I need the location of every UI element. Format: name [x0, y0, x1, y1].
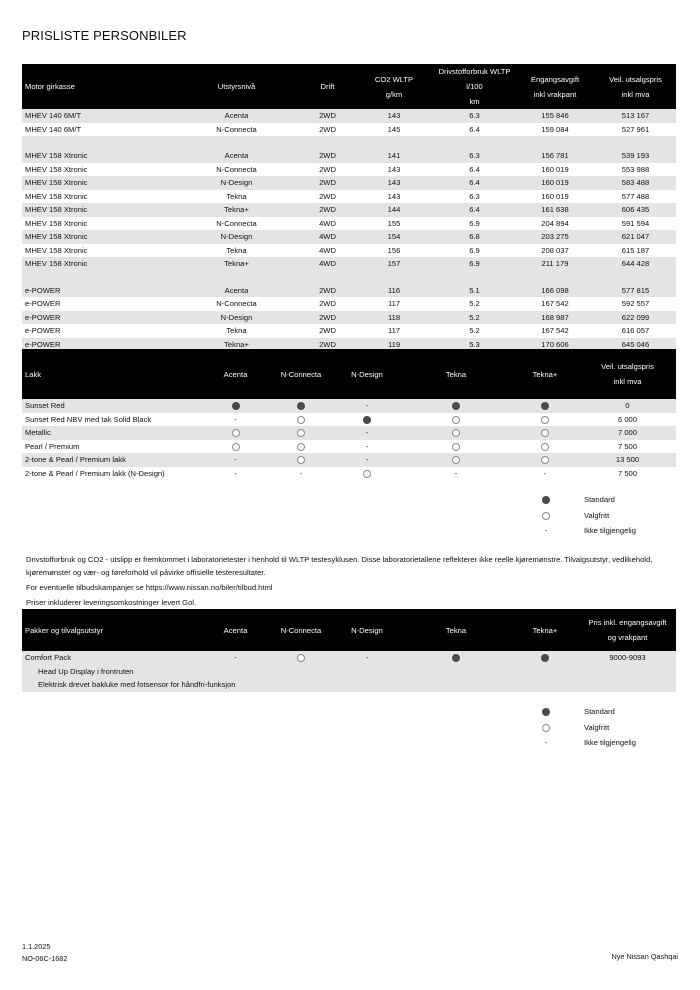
availability-cell: [202, 426, 269, 440]
co2-cell: 119: [354, 338, 434, 352]
availability-cell: [401, 426, 511, 440]
drive-cell: 4WD: [301, 244, 354, 258]
price-cell: 527 961: [595, 123, 676, 137]
co2-cell: 117: [354, 324, 434, 338]
fuel-cell: 5.1: [434, 284, 515, 298]
co2-header-line2: g/km: [385, 89, 403, 99]
fuel-cell: 6.3: [434, 190, 515, 204]
paint-name-cell: 2-tone & Pearl / Premium lakk (N-Design): [22, 467, 202, 481]
paint-col-header-ndesign: N-Design: [333, 349, 401, 399]
table-row: [22, 426, 676, 440]
fee-cell: 156 781: [515, 149, 595, 163]
trim-cell: Tekna: [172, 244, 301, 258]
paint-name-cell: Sunset Red: [22, 399, 202, 413]
fee-cell: 204 894: [515, 217, 595, 231]
fuel-cell: 6.3: [434, 149, 515, 163]
optional-circle-icon: [542, 512, 550, 520]
not-available-dash: -: [365, 653, 369, 663]
paint-col-header-tekna: Tekna: [401, 349, 511, 399]
price-cell: 553 988: [595, 163, 676, 177]
trim-cell: N-Design: [172, 176, 301, 190]
fee-cell: 166 098: [515, 284, 595, 298]
not-available-dash: -: [365, 428, 369, 438]
legend-na: Ikke tilgjengelig: [584, 738, 636, 748]
col-header-model: Motor girkasse: [22, 64, 172, 109]
drive-cell: 2WD: [301, 149, 354, 163]
optional-circle-icon: [541, 443, 549, 451]
table-row: [22, 399, 676, 413]
optional-circle-icon: [297, 654, 305, 662]
model-cell: MHEV 158 Xtronic: [22, 217, 172, 231]
pack-col-header-teknaplus: Tekna+: [511, 609, 579, 651]
drive-cell: 2WD: [301, 109, 354, 123]
fee-cell: 208 037: [515, 244, 595, 258]
table-row: [22, 651, 676, 665]
pack-price-header-line2: og vrakpant: [607, 633, 648, 642]
col-header-price: [595, 64, 676, 109]
availability-cell: [333, 440, 401, 454]
table-row: [22, 149, 676, 163]
legend: [536, 492, 636, 539]
drive-cell: 2WD: [301, 163, 354, 177]
fee-cell: 160 019: [515, 163, 595, 177]
pack-col-header-tekna: Tekna: [401, 609, 511, 651]
pack-table-body: [22, 651, 676, 692]
pack-col-header-acenta: Acenta: [202, 609, 269, 651]
not-available-dash: -: [365, 441, 369, 451]
trim-cell: Acenta: [172, 149, 301, 163]
not-available-dash: -: [234, 468, 237, 478]
price-cell: 606 435: [595, 203, 676, 217]
footer-left: [22, 941, 67, 965]
fuel-cell: 6.4: [434, 176, 515, 190]
model-cell: MHEV 158 Xtronic: [22, 244, 172, 258]
model-cell: MHEV 158 Xtronic: [22, 163, 172, 177]
note-delivery: Priser inkluderer leveringsomkostninger levert Gol.: [26, 598, 197, 607]
fuel-cell: 6.4: [434, 203, 515, 217]
model-cell: MHEV 158 Xtronic: [22, 190, 172, 204]
model-cell: MHEV 158 Xtronic: [22, 257, 172, 271]
co2-header-line1: CO2 WLTP: [374, 74, 414, 84]
trim-cell: N-Design: [172, 311, 301, 325]
fee-cell: 203 275: [515, 230, 595, 244]
availability-cell: [511, 399, 579, 413]
standard-dot-icon: [452, 402, 460, 410]
optional-circle-icon: [363, 470, 371, 478]
fee-cell: 170 606: [515, 338, 595, 352]
trim-cell: Tekna: [172, 190, 301, 204]
availability-cell: [269, 467, 333, 481]
price-cell: 539 193: [595, 149, 676, 163]
paint-col-header-teknaplus: Tekna+: [511, 349, 579, 399]
standard-dot-icon: [452, 654, 460, 662]
drive-cell: 4WD: [301, 257, 354, 271]
fuel-header-line1: Drivstofforbruk WLTP l/100: [438, 67, 511, 91]
not-available-dash: -: [454, 468, 458, 478]
availability-cell: [511, 426, 579, 440]
notes: [26, 553, 686, 611]
col-header-co2: [354, 64, 434, 109]
legend-packs: [536, 704, 636, 751]
pack-col-header-nconnecta: N-Connecta: [269, 609, 333, 651]
availability-cell: [511, 453, 579, 467]
standard-dot-icon: [542, 708, 550, 716]
note-offers: For eventuelle tilbudskampanjer se https://www.nissan.no/biler/tilbud.html: [26, 583, 273, 592]
pack-col-header-ndesign: N-Design: [333, 609, 401, 651]
optional-circle-icon: [452, 416, 460, 424]
fee-cell: 161 638: [515, 203, 595, 217]
col-header-fee: [515, 64, 595, 109]
paint-price-cell: 0: [579, 399, 676, 413]
table-row: [22, 176, 676, 190]
optional-circle-icon: [452, 443, 460, 451]
trim-cell: Tekna+: [172, 338, 301, 352]
model-cell: e-POWER: [22, 338, 172, 352]
trim-cell: N-Connecta: [172, 123, 301, 137]
fuel-cell: 5.2: [434, 324, 515, 338]
co2-cell: 116: [354, 284, 434, 298]
availability-cell: [202, 440, 269, 454]
co2-cell: 145: [354, 123, 434, 137]
price-cell: 513 167: [595, 109, 676, 123]
paint-price-header-line2: inkl mva: [613, 377, 642, 386]
not-available-dash: -: [365, 455, 369, 465]
model-cell: MHEV 158 Xtronic: [22, 149, 172, 163]
note-wltp: Drivstofforbruk og CO2 - utslipp er fremkommet i laboratorietester i henhold til WLTP testesyklusen. Disse laboratorietallene reflekterer ikke reelle kjøremønstre. Tilvalgsutstyr, vedlikehold, kjøremønster og vær- og føreforhold vil påvirke offisielle testeresultater.: [26, 555, 653, 577]
price-cell: 591 594: [595, 217, 676, 231]
paint-price-cell: 13 500: [579, 453, 676, 467]
paint-price-cell: 7 000: [579, 426, 676, 440]
table-row: [22, 190, 676, 204]
pack-sub-item: Elektrisk drevet bakluke med fotsensor for håndfri-funksjon: [22, 678, 676, 692]
fee-cell: 168 987: [515, 311, 595, 325]
table-row: [22, 163, 676, 177]
table-row: [22, 453, 676, 467]
availability-cell: [269, 413, 333, 427]
optional-circle-icon: [232, 443, 240, 451]
table-row: [22, 440, 676, 454]
optional-circle-icon: [232, 429, 240, 437]
table-row: [22, 123, 676, 137]
fuel-cell: 6.9: [434, 257, 515, 271]
model-cell: e-POWER: [22, 324, 172, 338]
paint-table-body: [22, 399, 676, 480]
legend-standard: Standard: [584, 495, 615, 505]
footer-date: 1.1.2025: [22, 942, 51, 951]
paint-name-cell: Sunset Red NBV med tak Solid Black: [22, 413, 202, 427]
footer-code: NO-06C-1682: [22, 954, 68, 963]
not-available-dash: -: [234, 653, 237, 663]
pack-col-header-name: Pakker og tilvalgsutstyr: [22, 609, 202, 651]
drive-cell: 2WD: [301, 311, 354, 325]
optional-circle-icon: [297, 429, 305, 437]
co2-cell: 141: [354, 149, 434, 163]
trim-cell: Tekna: [172, 324, 301, 338]
availability-cell: [511, 467, 579, 481]
availability-cell: [401, 413, 511, 427]
trim-cell: N-Connecta: [172, 297, 301, 311]
not-available-dash: -: [543, 468, 547, 478]
table-row: [22, 257, 676, 271]
paint-col-header-price: [579, 349, 676, 399]
drive-cell: 2WD: [301, 203, 354, 217]
drive-cell: 2WD: [301, 123, 354, 137]
fee-header-line1: Engangsavgift: [530, 74, 580, 84]
paint-price-cell: 7 500: [579, 440, 676, 454]
fuel-cell: 6.9: [434, 244, 515, 258]
co2-cell: 143: [354, 163, 434, 177]
paint-name-cell: 2-tone & Pearl / Premium lakk: [22, 453, 202, 467]
table-row: [22, 413, 676, 427]
availability-cell: [401, 467, 511, 481]
table-row: [22, 297, 676, 311]
fuel-cell: 5.3: [434, 338, 515, 352]
price-header-line2: inkl mva: [621, 89, 650, 99]
price-cell: 622 099: [595, 311, 676, 325]
fuel-cell: 6.8: [434, 230, 515, 244]
trim-cell: Acenta: [172, 109, 301, 123]
table-row: [22, 244, 676, 258]
table-row: [22, 203, 676, 217]
price-cell: 644 428: [595, 257, 676, 271]
co2-cell: 143: [354, 109, 434, 123]
optional-circle-icon: [452, 429, 460, 437]
availability-cell: [202, 399, 269, 413]
paint-price-cell: 7 500: [579, 467, 676, 481]
col-header-drive: Drift: [301, 64, 354, 109]
co2-cell: 143: [354, 176, 434, 190]
group-spacer-row: [22, 136, 676, 149]
availability-cell: [401, 440, 511, 454]
drive-cell: 2WD: [301, 324, 354, 338]
standard-dot-icon: [363, 416, 371, 424]
col-header-fuel: [434, 64, 515, 109]
price-cell: 616 057: [595, 324, 676, 338]
availability-cell: [333, 413, 401, 427]
model-cell: MHEV 158 Xtronic: [22, 230, 172, 244]
paint-name-cell: Metallic: [22, 426, 202, 440]
availability-cell: [269, 651, 333, 665]
paint-col-header-nconnecta: N-Connecta: [269, 349, 333, 399]
fee-cell: 167 542: [515, 297, 595, 311]
optional-circle-icon: [541, 416, 549, 424]
fee-cell: 155 846: [515, 109, 595, 123]
model-cell: MHEV 140 6M/T: [22, 123, 172, 137]
price-table: [22, 64, 676, 351]
dash-symbol: -: [544, 738, 548, 748]
fuel-cell: 5.2: [434, 297, 515, 311]
model-cell: MHEV 158 Xtronic: [22, 203, 172, 217]
availability-cell: [401, 651, 511, 665]
availability-cell: [511, 440, 579, 454]
optional-circle-icon: [297, 443, 305, 451]
dash-symbol: -: [544, 526, 548, 536]
table-row: [22, 230, 676, 244]
price-cell: 645 046: [595, 338, 676, 352]
fuel-cell: 5.2: [434, 311, 515, 325]
not-available-dash: -: [234, 414, 237, 424]
table-row: [22, 217, 676, 231]
availability-cell: [202, 453, 269, 467]
trim-cell: N-Connecta: [172, 163, 301, 177]
group-spacer-row: [22, 271, 676, 284]
availability-cell: [333, 426, 401, 440]
table-row: [22, 467, 676, 481]
fuel-cell: 6.4: [434, 163, 515, 177]
model-cell: e-POWER: [22, 311, 172, 325]
legend-optional: Valgfritt: [584, 510, 610, 520]
model-cell: e-POWER: [22, 297, 172, 311]
price-table-body: [22, 109, 676, 351]
co2-cell: 156: [354, 244, 434, 258]
pack-price-cell: 9000-9093: [579, 651, 676, 665]
table-row: [22, 324, 676, 338]
optional-circle-icon: [541, 429, 549, 437]
fuel-cell: 6.3: [434, 109, 515, 123]
co2-cell: 143: [354, 190, 434, 204]
optional-circle-icon: [541, 456, 549, 464]
price-cell: 615 187: [595, 244, 676, 258]
drive-cell: 2WD: [301, 176, 354, 190]
standard-dot-icon: [232, 402, 240, 410]
drive-cell: 2WD: [301, 297, 354, 311]
pack-table: [22, 609, 676, 692]
model-cell: e-POWER: [22, 284, 172, 298]
pack-sub-item-row: [22, 665, 676, 679]
not-available-dash: -: [234, 455, 237, 465]
table-row: [22, 311, 676, 325]
availability-cell: [202, 651, 269, 665]
paint-col-header-acenta: Acenta: [202, 349, 269, 399]
fuel-cell: 6.9: [434, 217, 515, 231]
availability-cell: [511, 413, 579, 427]
not-available-dash: -: [299, 468, 303, 478]
paint-price-cell: 6 000: [579, 413, 676, 427]
optional-circle-icon: [542, 724, 550, 732]
fee-cell: 159 084: [515, 123, 595, 137]
paint-price-header-line1: Veil. utsalgspris: [601, 362, 654, 371]
co2-cell: 157: [354, 257, 434, 271]
drive-cell: 4WD: [301, 217, 354, 231]
co2-cell: 118: [354, 311, 434, 325]
price-cell: 583 488: [595, 176, 676, 190]
legend-optional: Valgfritt: [584, 722, 610, 732]
legend-na: Ikke tilgjengelig: [584, 526, 636, 536]
availability-cell: [269, 453, 333, 467]
fuel-cell: 6.4: [434, 123, 515, 137]
availability-cell: [269, 399, 333, 413]
availability-cell: [333, 453, 401, 467]
trim-cell: Acenta: [172, 284, 301, 298]
fuel-header-line2: km: [469, 97, 480, 106]
pack-col-header-price: [579, 609, 676, 651]
availability-cell: [511, 651, 579, 665]
availability-cell: [202, 467, 269, 481]
model-cell: MHEV 158 Xtronic: [22, 176, 172, 190]
footer-model-name: Nye Nissan Qashqai: [611, 952, 678, 961]
col-header-trim: Utstyrsnivå: [172, 64, 301, 109]
spacer-cell: [22, 136, 676, 149]
standard-dot-icon: [542, 496, 550, 504]
availability-cell: [202, 413, 269, 427]
availability-cell: [333, 399, 401, 413]
co2-cell: 117: [354, 297, 434, 311]
availability-cell: [269, 440, 333, 454]
trim-cell: Tekna+: [172, 203, 301, 217]
availability-cell: [401, 399, 511, 413]
availability-cell: [333, 651, 401, 665]
price-cell: 577 488: [595, 190, 676, 204]
price-cell: 592 557: [595, 297, 676, 311]
not-available-dash: -: [365, 401, 369, 411]
price-cell: 621 047: [595, 230, 676, 244]
drive-cell: 2WD: [301, 338, 354, 352]
optional-circle-icon: [297, 456, 305, 464]
standard-dot-icon: [297, 402, 305, 410]
fee-cell: 167 542: [515, 324, 595, 338]
drive-cell: 4WD: [301, 230, 354, 244]
fee-header-line2: inkl vrakpant: [533, 89, 577, 99]
co2-cell: 144: [354, 203, 434, 217]
standard-dot-icon: [541, 402, 549, 410]
drive-cell: 2WD: [301, 190, 354, 204]
trim-cell: N-Connecta: [172, 217, 301, 231]
availability-cell: [333, 467, 401, 481]
price-cell: 577 815: [595, 284, 676, 298]
pack-sub-item: Head Up Display i frontruten: [22, 665, 676, 679]
co2-cell: 155: [354, 217, 434, 231]
optional-circle-icon: [297, 416, 305, 424]
standard-dot-icon: [541, 654, 549, 662]
drive-cell: 2WD: [301, 284, 354, 298]
fee-cell: 160 019: [515, 176, 595, 190]
availability-cell: [401, 453, 511, 467]
legend-standard: Standard: [584, 707, 615, 717]
paint-name-cell: Pearl / Premium: [22, 440, 202, 454]
page-title: PRISLISTE PERSONBILER: [22, 28, 187, 43]
price-header-line1: Veil. utsalgspris: [609, 74, 662, 84]
pack-sub-item-row: [22, 678, 676, 692]
availability-cell: [269, 426, 333, 440]
pack-name-cell: Comfort Pack: [22, 651, 202, 665]
table-row: [22, 109, 676, 123]
model-cell: MHEV 140 6M/T: [22, 109, 172, 123]
optional-circle-icon: [452, 456, 460, 464]
trim-cell: N-Design: [172, 230, 301, 244]
paint-col-header-name: Lakk: [22, 349, 202, 399]
trim-cell: Tekna+: [172, 257, 301, 271]
pack-price-header-line1: Pris inkl. engangsavgift: [588, 618, 667, 627]
fee-cell: 211 179: [515, 257, 595, 271]
table-row: [22, 284, 676, 298]
fee-cell: 160 019: [515, 190, 595, 204]
co2-cell: 154: [354, 230, 434, 244]
spacer-cell: [22, 271, 676, 284]
paint-table: [22, 349, 676, 480]
